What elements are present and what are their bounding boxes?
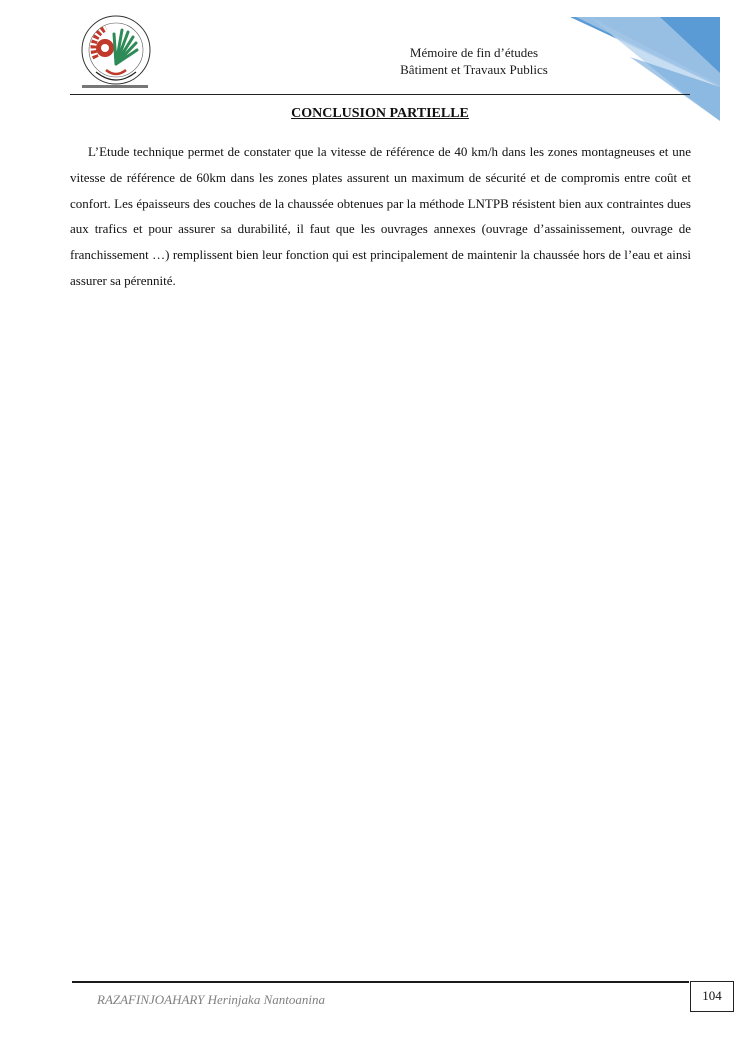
footer-divider <box>72 981 689 983</box>
page-number: 104 <box>690 981 734 1012</box>
header-subtitle: Bâtiment et Travaux Publics <box>400 62 548 77</box>
footer-author: RAZAFINJOAHARY Herinjaka Nantoanina <box>97 992 325 1007</box>
school-logo <box>76 12 160 94</box>
header-divider <box>70 94 690 95</box>
document-header <box>360 44 588 78</box>
section-title: CONCLUSION PARTIELLE <box>291 106 469 121</box>
body-paragraph: L’Etude technique permet de constater que la vitesse de référence de 40 km/h dans les zones montagneuses et une vitesse de référence de 60km dans les zones plates assurent un maximum de sécurité et de compromis entre coût et confort. Les épaisseurs des couches de la chaussée obtenues par la méthode LNTPB résistent bien aux contraintes dues aux trafics et pour assurer sa durabilité, il faut que les ouvrages annexes (ouvrage d’assainissement, ouvrage de franchissement …) remplissent bien leur fonction qui est principalement de maintenir la chaussée hors de l’eau et ainsi assurer sa pérennité. <box>70 144 691 288</box>
header-title: Mémoire de fin d’études <box>409 45 539 60</box>
